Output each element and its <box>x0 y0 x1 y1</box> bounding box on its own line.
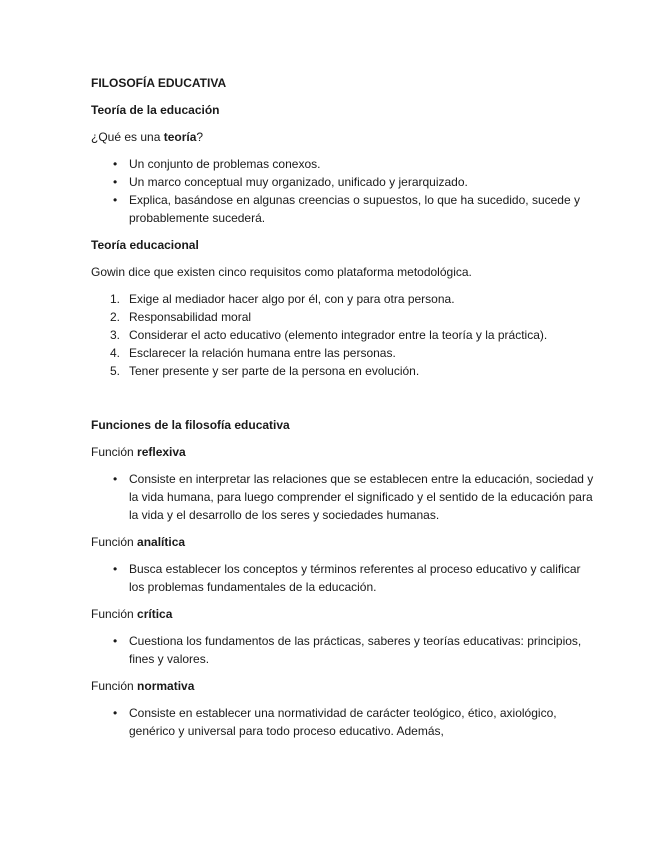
list-item <box>91 560 595 596</box>
list-item <box>91 326 595 344</box>
function-prefix: Función <box>91 535 138 549</box>
list-item-text: Considerar el acto educativo (elemento integrador entre la teoría y la práctica). <box>129 328 548 342</box>
spacer <box>91 389 595 416</box>
question-prefix: ¿Qué es una <box>91 130 164 144</box>
function-name: normativa <box>137 679 195 693</box>
list-item <box>91 362 595 380</box>
reflexiva-bullet-list <box>91 470 595 524</box>
function-name: analítica <box>137 535 186 549</box>
function-heading-reflexiva <box>91 443 595 461</box>
list-item-text: Exige al mediador hacer algo por él, con y para otra persona. <box>129 292 455 306</box>
list-item <box>91 632 595 668</box>
bullet-marker: • <box>113 634 118 648</box>
list-item <box>91 704 595 740</box>
bullet-marker: • <box>113 193 118 207</box>
document-title: FILOSOFÍA EDUCATIVA <box>91 76 227 90</box>
question-bold-word: teoría <box>163 130 197 144</box>
number-marker: 5. <box>110 364 121 378</box>
critica-bullet-list <box>91 632 595 668</box>
list-item-text: Cuestiona los fundamentos de las prácticas, saberes y teorías educativas: principios, fines y valores. <box>129 634 582 666</box>
bullet-marker: • <box>113 175 118 189</box>
question-suffix: ? <box>196 130 204 144</box>
analitica-bullet-list <box>91 560 595 596</box>
function-heading-analitica <box>91 533 595 551</box>
list-item <box>91 155 595 173</box>
function-heading-normativa <box>91 677 595 695</box>
function-prefix: Función <box>91 607 138 621</box>
requisitos-numbered-list <box>91 290 595 380</box>
list-item <box>91 344 595 362</box>
bullet-marker: • <box>113 562 118 576</box>
number-marker: 2. <box>110 310 121 324</box>
gowin-intro: Gowin dice que existen cinco requisitos como plataforma metodológica. <box>91 265 472 279</box>
bullet-marker: • <box>113 472 118 486</box>
function-prefix: Función <box>91 445 138 459</box>
function-name: crítica <box>137 607 173 621</box>
list-item-text: Tener presente y ser parte de la persona en evolución. <box>129 364 420 378</box>
list-item-text: Responsabilidad moral <box>129 310 252 324</box>
bullet-marker: • <box>113 706 118 720</box>
teoria-bullet-list <box>91 155 595 227</box>
number-marker: 4. <box>110 346 121 360</box>
list-item <box>91 308 595 326</box>
list-item <box>91 290 595 308</box>
section-heading-teoria-educacional: Teoría educacional <box>91 238 199 252</box>
list-item-text: Consiste en interpretar las relaciones que se establecen entre la educación, sociedad y la vida humana, para luego comprender el significado y el sentido de la educación para la vida y el desarrollo de los seres y sociedades humanas. <box>129 472 594 522</box>
list-item-text: Explica, basándose en algunas creencias o supuestos, lo que ha sucedido, sucede y probablemente sucederá. <box>129 193 580 225</box>
number-marker: 3. <box>110 328 121 342</box>
section-heading-funciones: Funciones de la filosofía educativa <box>91 418 290 432</box>
function-heading-critica <box>91 605 595 623</box>
list-item <box>91 470 595 524</box>
list-item <box>91 173 595 191</box>
bullet-marker: • <box>113 157 118 171</box>
list-item-text: Esclarecer la relación humana entre las personas. <box>129 346 396 360</box>
list-item-text: Un marco conceptual muy organizado, unificado y jerarquizado. <box>129 175 468 189</box>
section-heading-teoria-educacion: Teoría de la educación <box>91 103 220 117</box>
function-name: reflexiva <box>137 445 186 459</box>
number-marker: 1. <box>110 292 121 306</box>
list-item-text: Busca establecer los conceptos y términos referentes al proceso educativo y calificar los problemas fundamentales de la educación. <box>129 562 581 594</box>
list-item <box>91 191 595 227</box>
list-item-text: Un conjunto de problemas conexos. <box>129 157 321 171</box>
list-item-text: Consiste en establecer una normatividad de carácter teológico, ético, axiológico, genérico y universal para todo proceso educativo. Además, <box>129 706 557 738</box>
function-prefix: Función <box>91 679 138 693</box>
normativa-bullet-list <box>91 704 595 740</box>
question-line <box>91 128 595 146</box>
